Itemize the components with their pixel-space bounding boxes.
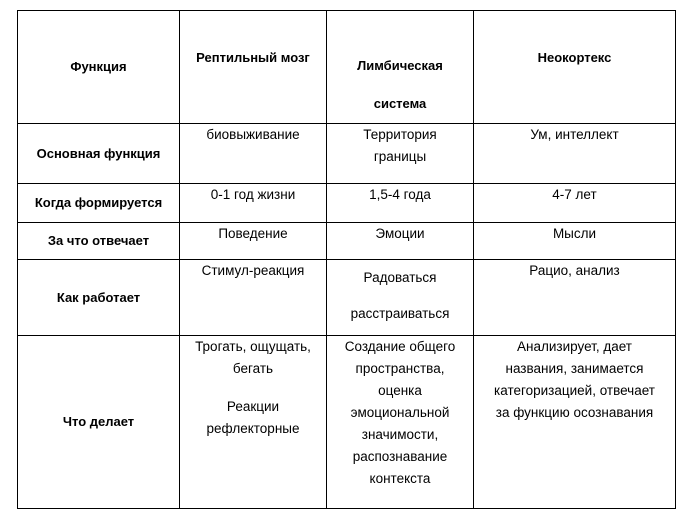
row-label: Основная функция (18, 124, 180, 184)
table-row (18, 260, 676, 336)
brain-functions-table (17, 10, 676, 509)
header-row (18, 11, 676, 124)
header-reptile-brain: Рептильный мозг (180, 11, 327, 124)
row-label: За что отвечает (18, 223, 180, 260)
row-label: Когда формируется (18, 184, 180, 223)
table-cell: Трогать, ощущать, бегать Реакции рефлекторные (180, 336, 327, 509)
header-limbic-system: Лимбическая система (327, 11, 474, 124)
table-row (18, 184, 676, 223)
table-cell: Анализирует, дает названия, занимается категоризацией, отвечает за функцию осознавания (474, 336, 676, 509)
table-cell: биовыживание (180, 124, 327, 184)
table-cell: Эмоции (327, 223, 474, 260)
table-cell: 0-1 год жизни (180, 184, 327, 223)
table-cell: Территория границы (327, 124, 474, 184)
table-row (18, 124, 676, 184)
table-row (18, 223, 676, 260)
table-cell: Поведение (180, 223, 327, 260)
header-neocortex: Неокортекс (474, 11, 676, 124)
table-cell: Ум, интеллект (474, 124, 676, 184)
table-cell: Рацио, анализ (474, 260, 676, 336)
header-function: Функция (18, 11, 180, 124)
table-cell: Создание общего пространства, оценка эмоциональной значимости, распознавание контекста (327, 336, 474, 509)
table-cell: Стимул-реакция (180, 260, 327, 336)
table-cell: 4-7 лет (474, 184, 676, 223)
table-cell: 1,5-4 года (327, 184, 474, 223)
table-cell: Мысли (474, 223, 676, 260)
table-row (18, 336, 676, 509)
row-label: Что делает (18, 336, 180, 509)
table-cell: Радоваться расстраиваться (327, 260, 474, 336)
row-label: Как работает (18, 260, 180, 336)
